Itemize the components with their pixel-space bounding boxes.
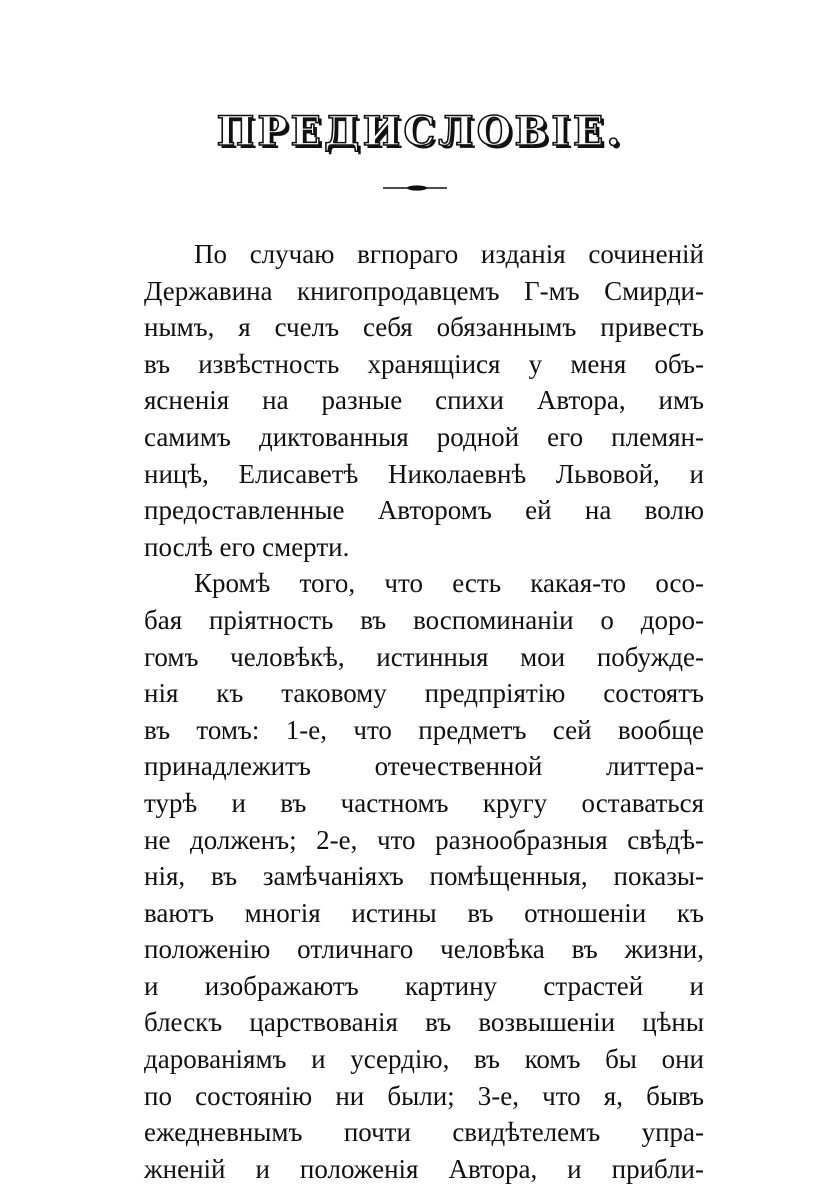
text-line: нымъ, я счелъ себя обязаннымъ привесть: [144, 312, 704, 343]
text-line: По случаю вгпораго изданія сочиненій: [194, 239, 704, 269]
text-line: блескъ царствованія въ возвышеніи цѣны: [144, 1007, 704, 1038]
text-line: въ извѣстность хранящіися у меня объ-: [144, 348, 704, 379]
text-line: Кромѣ того, что есть какая-то осо-: [194, 568, 704, 599]
title-divider-ornament: [383, 183, 447, 193]
text-line: дарованіямъ и усердію, въ комъ бы они: [144, 1044, 704, 1075]
text-line: въ томъ: 1-е, что предметъ сей вообще: [144, 714, 704, 745]
text-line: гомъ человѣкѣ, истинныя мои побужде-: [144, 641, 704, 672]
paragraph: [144, 565, 704, 1187]
page-title: ПРЕДИСЛОВІЕ.: [216, 108, 624, 155]
text-line: послѣ его смерти.: [144, 531, 350, 562]
text-line: ницѣ, Елисаветѣ Николаевнѣ Львовой, и: [144, 458, 704, 489]
text-line: ваютъ многія истины въ отношеніи къ: [144, 897, 704, 928]
text-line: по состоянію ни были; 3-е, что я, бывъ: [144, 1080, 704, 1111]
text-line: ясненія на разные спихи Автора, имъ: [144, 385, 704, 416]
text-line: нія, въ замѣчаніяхъ помѣщенныя, показы-: [144, 861, 704, 892]
body-text: [144, 236, 704, 1187]
text-line: турѣ и въ частномъ кругу оставаться: [144, 787, 704, 818]
text-line: и изображаютъ картину страстей и: [144, 970, 704, 1001]
text-line: Державина книгопродавцемъ Г-мъ Смирди-: [144, 275, 704, 306]
text-line: самимъ диктованныя родной его племян-: [144, 421, 704, 452]
text-line: положенію отличнаго человѣка въ жизни,: [144, 934, 704, 965]
text-line: принадлежитъ отечественной литтера-: [144, 751, 704, 782]
paragraph: [144, 236, 704, 565]
text-line: ежедневнымъ почти свидѣтелемъ упра-: [144, 1117, 704, 1148]
text-line: не долженъ; 2-е, что разнообразныя свѣдѣ-: [144, 824, 704, 855]
text-line: бая пріятность въ воспоминаніи о доро-: [144, 604, 704, 635]
text-line: нія къ таковому предпріятію состоятъ: [144, 678, 704, 709]
text-line: жненій и положенія Автора, и прибли-: [144, 1153, 704, 1184]
text-line: предоставленные Авторомъ ей на волю: [144, 495, 704, 526]
